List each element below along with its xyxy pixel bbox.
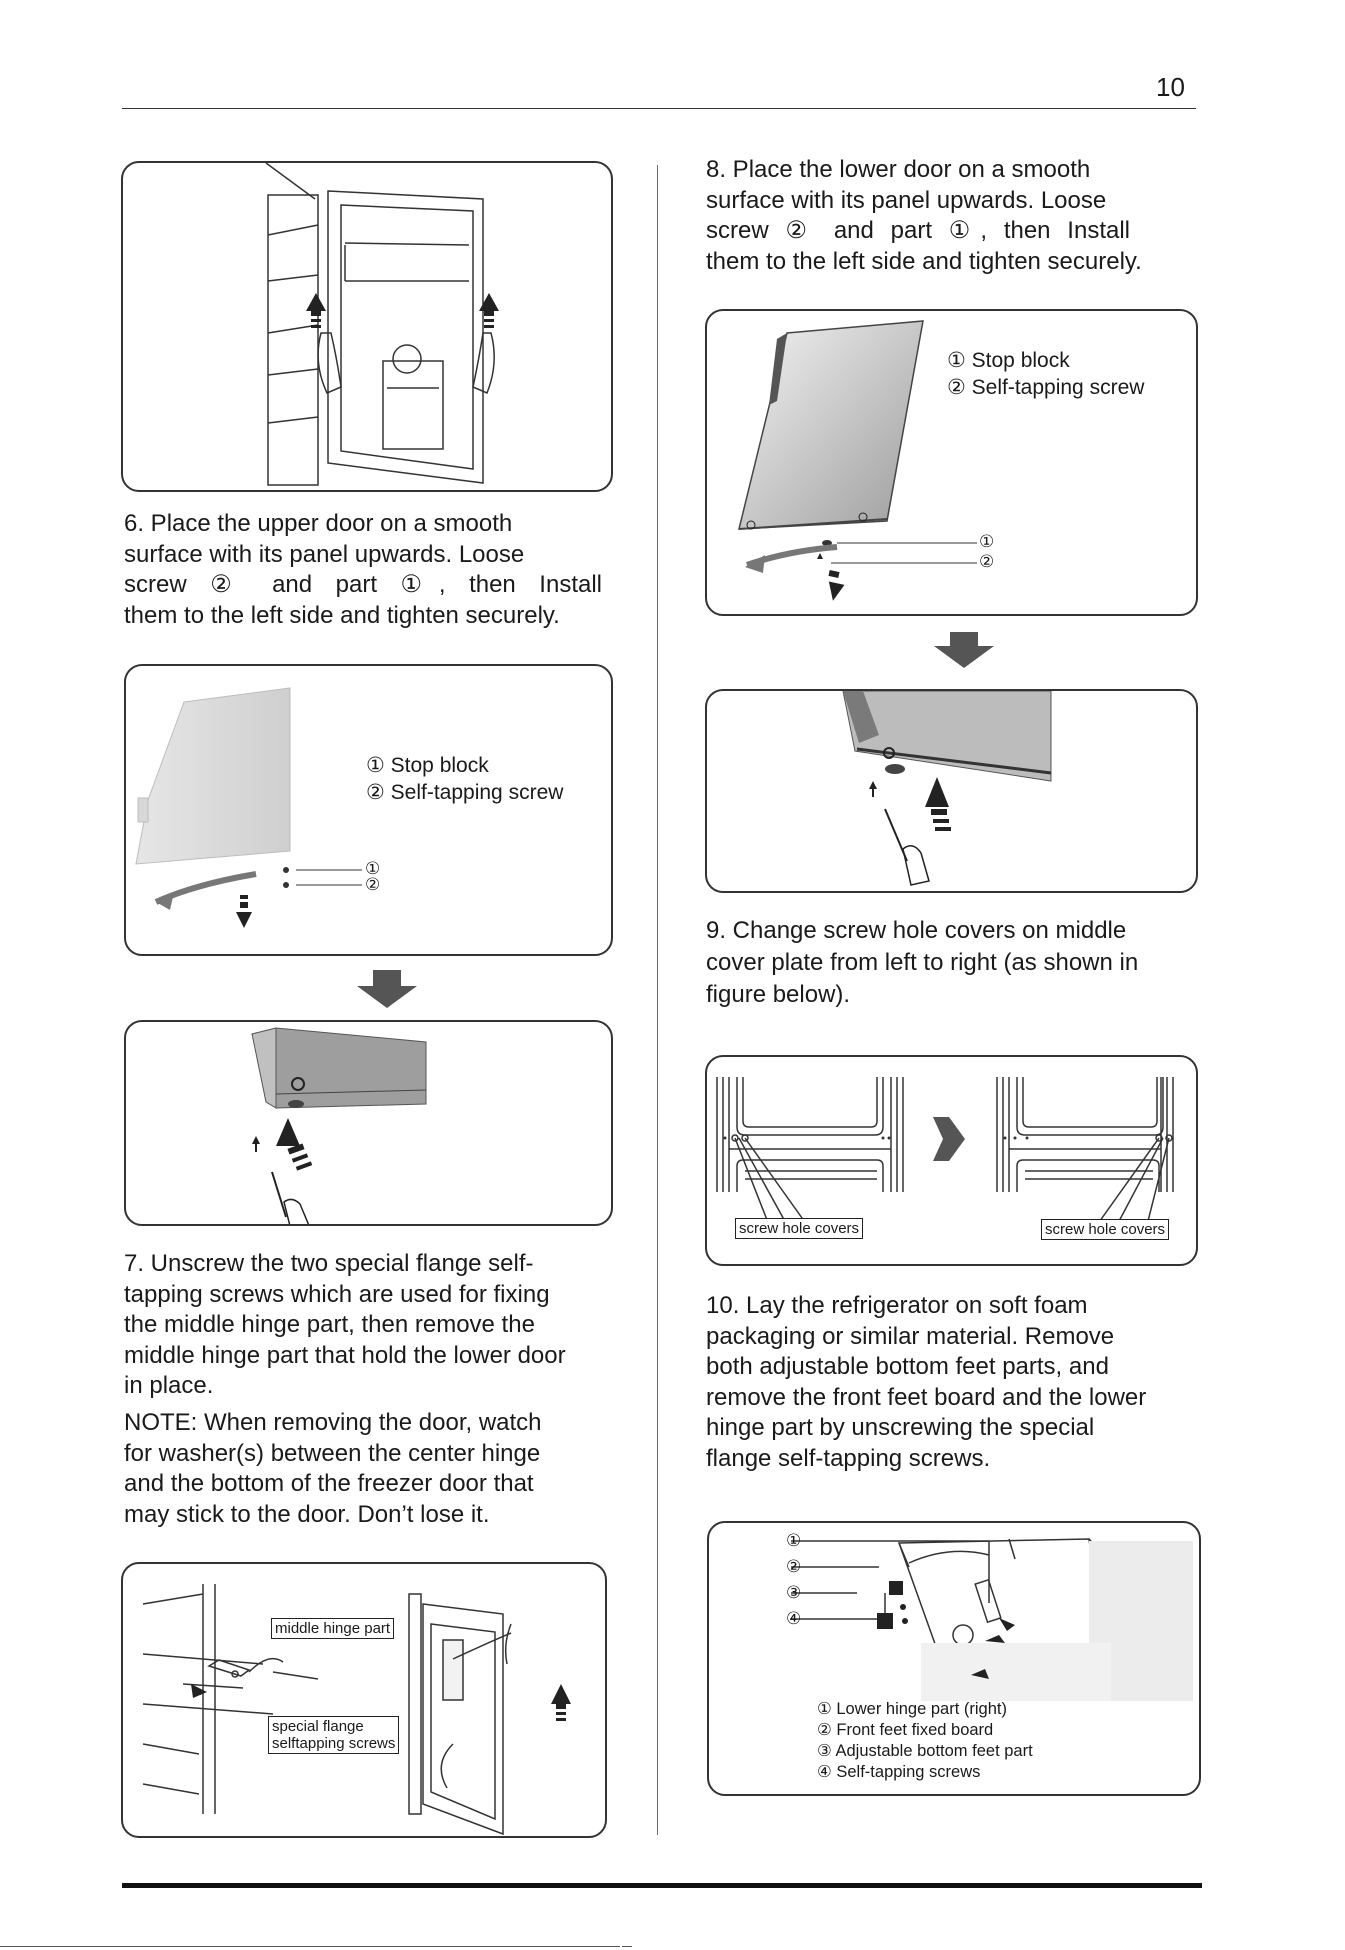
step10-marker-2: ② bbox=[786, 1557, 802, 1576]
step8-legend-screw: ② Self-tapping screw bbox=[947, 376, 1145, 399]
lower-screw-install-illustration bbox=[707, 691, 1196, 891]
step8-mark-2: ② bbox=[979, 552, 995, 571]
step8-legend-stop-block: ① Stop block bbox=[947, 349, 1070, 372]
step10-legend-2: ② Front feet fixed board bbox=[817, 1721, 994, 1739]
step6-line3: screw ② and part ①, then Install bbox=[124, 571, 602, 598]
open-door-illustration bbox=[123, 163, 611, 490]
header-rule bbox=[122, 108, 1196, 109]
step6-legend bbox=[366, 752, 563, 806]
step7-line4: middle hinge part that hold the lower door bbox=[124, 1341, 566, 1369]
step10-line3: both adjustable bottom feet parts, and bbox=[706, 1353, 1109, 1380]
step10-legend-3: ③ Adjustable bottom feet part bbox=[817, 1742, 1033, 1760]
step6-line4: them to the left side and tighten securely. bbox=[124, 601, 560, 629]
step7-line1: 7. Unscrew the two special flange self- bbox=[124, 1250, 534, 1277]
step7-note-line1: NOTE: When removing the door, watch bbox=[124, 1409, 542, 1436]
step9-line3: figure below). bbox=[706, 981, 851, 1008]
step9-line1: 9. Change screw hole covers on middle bbox=[706, 917, 1127, 944]
step10-line5: hinge part by unscrewing the special bbox=[706, 1414, 1095, 1441]
step6-legend-screw: ② Self-tapping screw bbox=[366, 781, 564, 804]
figure-step7-middle-hinge bbox=[121, 1562, 607, 1838]
step10-line2: packaging or similar material. Remove bbox=[706, 1322, 1115, 1350]
figure-open-upper-door bbox=[121, 161, 613, 492]
step7-note-line2: for washer(s) between the center hinge bbox=[124, 1439, 541, 1467]
page-edge-line-tick bbox=[622, 1946, 632, 1947]
label-screw-hole-covers-left: screw hole covers bbox=[735, 1218, 863, 1239]
label-special-flange-screws bbox=[268, 1716, 399, 1754]
step10-marker-4: ④ bbox=[786, 1609, 802, 1628]
figure-step6-screw-install bbox=[124, 1020, 613, 1226]
step10-legend-1: ① Lower hinge part (right) bbox=[817, 1700, 1007, 1718]
step8-line2: surface with its panel upwards. Loose bbox=[706, 186, 1107, 214]
page-number: 10 bbox=[1156, 72, 1185, 102]
step8-line3: screw ② and part ①, then Install bbox=[706, 217, 1130, 244]
step9-text bbox=[706, 915, 1196, 1011]
figure-step8-screw-install bbox=[705, 689, 1198, 893]
step7-note-line3: and the bottom of the freezer door that bbox=[124, 1470, 534, 1497]
label-middle-hinge-part: middle hinge part bbox=[271, 1618, 394, 1639]
step10-line4: remove the front feet board and the lower bbox=[706, 1383, 1147, 1411]
figure-step6-door-panel bbox=[124, 664, 613, 956]
down-arrow-icon-2 bbox=[934, 632, 994, 670]
step6-line1: 6. Place the upper door on a smooth bbox=[124, 510, 513, 537]
label-special-flange-line1: special flange bbox=[272, 1718, 364, 1735]
figure-step8-door-panel bbox=[705, 309, 1198, 616]
step8-legend bbox=[947, 347, 1144, 401]
down-arrow-icon bbox=[357, 970, 417, 1010]
step10-marker-3: ③ bbox=[786, 1583, 802, 1602]
step7-line2: tapping screws which are used for fixing bbox=[124, 1280, 550, 1308]
step10-line1: 10. Lay the refrigerator on soft foam bbox=[706, 1292, 1088, 1319]
step10-legend-4: ④ Self-tapping screws bbox=[817, 1763, 981, 1781]
page-edge-line bbox=[0, 1946, 620, 1947]
step7-note bbox=[124, 1408, 614, 1530]
step7-line3: the middle hinge part, then remove the bbox=[124, 1311, 535, 1338]
step8-text bbox=[706, 155, 1188, 277]
step10-text bbox=[706, 1291, 1196, 1474]
step8-line4: them to the left side and tighten securely. bbox=[706, 247, 1142, 275]
label-screw-hole-covers-right: screw hole covers bbox=[1041, 1219, 1169, 1240]
figure-step10-lower-hinge bbox=[707, 1521, 1201, 1796]
step8-line1: 8. Place the lower door on a smooth bbox=[706, 156, 1091, 183]
upper-door-panel-illustration bbox=[126, 666, 611, 954]
step9-line2: cover plate from left to right (as shown in bbox=[706, 949, 1139, 976]
screw-install-illustration bbox=[126, 1022, 611, 1224]
step6-mark-2: ② bbox=[365, 875, 381, 894]
step6-line2: surface with its panel upwards. Loose bbox=[124, 540, 525, 568]
footer-rule bbox=[122, 1883, 1202, 1888]
step7-line5: in place. bbox=[124, 1372, 214, 1399]
middle-hinge-illustration bbox=[123, 1564, 605, 1836]
step6-mark-1: ① bbox=[365, 859, 381, 878]
figure-step9-screw-hole-covers bbox=[705, 1055, 1198, 1266]
step10-marker-1: ① bbox=[786, 1531, 802, 1550]
step6-text bbox=[124, 509, 602, 631]
right-arrow-icon bbox=[933, 1117, 965, 1161]
column-divider bbox=[657, 165, 658, 1835]
step7-note-line4: may stick to the door. Don’t lose it. bbox=[124, 1500, 490, 1528]
step10-line6: flange self-tapping screws. bbox=[706, 1444, 991, 1472]
step7-text bbox=[124, 1249, 614, 1402]
step6-legend-stop-block: ① Stop block bbox=[366, 754, 489, 777]
step8-mark-1: ① bbox=[979, 532, 995, 551]
step10-legend bbox=[817, 1699, 1033, 1783]
label-special-flange-line2: selftapping screws bbox=[272, 1735, 396, 1752]
